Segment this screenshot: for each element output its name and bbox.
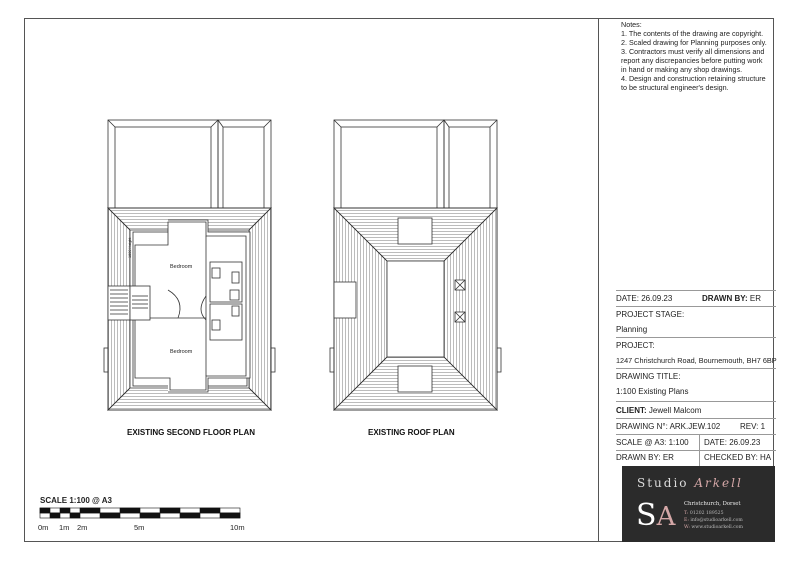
drawing-number: DRAWING N°: ARK.JEW.102	[616, 422, 721, 431]
drawn-by-field-2: DRAWN BY: ER	[616, 453, 674, 462]
drawn-by-field	[702, 294, 782, 303]
date-field: DATE: 26.09.23	[616, 294, 673, 303]
title-block-rule	[616, 306, 776, 307]
date-field-2: DATE: 26.09.23	[704, 438, 761, 447]
notes-line: report any discrepancies before putting work	[621, 56, 763, 65]
drawn-by-label: DRAWN BY:	[702, 294, 748, 303]
title-block-rule	[616, 337, 776, 338]
logo-name-accent: Arkell	[694, 476, 743, 490]
logo-contact-phone	[684, 511, 724, 516]
contact-key: W:	[684, 525, 690, 530]
head-height-note: 1800 Height	[128, 237, 132, 258]
title-block-rule	[616, 290, 776, 291]
project-label: PROJECT:	[616, 341, 655, 350]
scale-bar-graphic	[40, 508, 240, 518]
contact-key: E:	[684, 518, 689, 523]
project-stage-label: PROJECT STAGE:	[616, 310, 685, 319]
notes-line: 1. The contents of the drawing are copyright.	[621, 29, 764, 38]
notes-line: to be structural engineer's design.	[621, 83, 729, 92]
client-value: Jewell Malcom	[648, 406, 702, 415]
scale-title: SCALE 1:100 @ A3	[40, 496, 112, 505]
logo-monogram	[636, 498, 675, 533]
client-field	[616, 406, 776, 415]
contact-value: info@studioarkell.com	[690, 518, 743, 523]
project-value: 1247 Christchurch Road, Bournemouth, BH7 6BP	[616, 356, 777, 365]
title-block-rule	[616, 418, 776, 419]
scale-label-0m: 0m	[38, 523, 49, 532]
scale-label-1m: 1m	[59, 523, 70, 532]
notes-heading: Notes:	[621, 20, 642, 29]
room-label-bedroom-upper: Bedroom	[170, 264, 193, 270]
revision: REV: 1	[740, 422, 766, 431]
logo-monogram-a: A	[656, 502, 676, 532]
title-block-rule	[616, 450, 776, 451]
logo-contact-email	[684, 518, 743, 523]
roof-plan	[330, 120, 501, 410]
contact-key: T:	[684, 511, 689, 516]
contact-value: 01202 189525	[689, 511, 724, 516]
logo-monogram-s: S	[636, 498, 657, 533]
notes-block	[621, 20, 781, 92]
roof-plan-title: EXISTING ROOF PLAN	[368, 428, 455, 437]
title-block-rule	[616, 368, 776, 369]
title-block-rule	[616, 434, 776, 435]
drawing-title-value: 1:100 Existing Plans	[616, 387, 689, 396]
logo-contact-web	[684, 525, 743, 530]
drawing-title-label: DRAWING TITLE:	[616, 372, 681, 381]
checked-by-field: CHECKED BY: HA	[704, 453, 772, 462]
scale-label-2m: 2m	[77, 523, 88, 532]
client-label: CLIENT:	[616, 406, 647, 415]
scale-label-5m: 5m	[134, 523, 145, 532]
contact-value: www.studioarkell.com	[691, 525, 743, 530]
notes-line: 2. Scaled drawing for Planning purposes only.	[621, 38, 767, 47]
project-stage-value: Planning	[616, 325, 648, 334]
logo-wordmark	[637, 476, 743, 490]
room-label-bedroom-lower: Bedroom	[170, 349, 193, 355]
logo-name-main: Studio	[637, 476, 689, 490]
studio-logo	[622, 466, 775, 542]
notes-line: 3. Contractors must verify all dimensions and	[621, 47, 765, 56]
notes-line: 4. Design and construction retaining structure	[621, 74, 766, 83]
drawn-by-value: ER	[749, 294, 761, 303]
second-floor-plan-title: EXISTING SECOND FLOOR PLAN	[127, 428, 256, 437]
logo-location: Christchurch, Dorset	[684, 501, 741, 507]
notes-line: in hand or making any shop drawings.	[621, 65, 743, 74]
scale-field: SCALE @ A3: 1:100	[616, 438, 689, 447]
scale-label-10m: 10m	[230, 523, 245, 532]
title-block-rule	[616, 401, 776, 402]
